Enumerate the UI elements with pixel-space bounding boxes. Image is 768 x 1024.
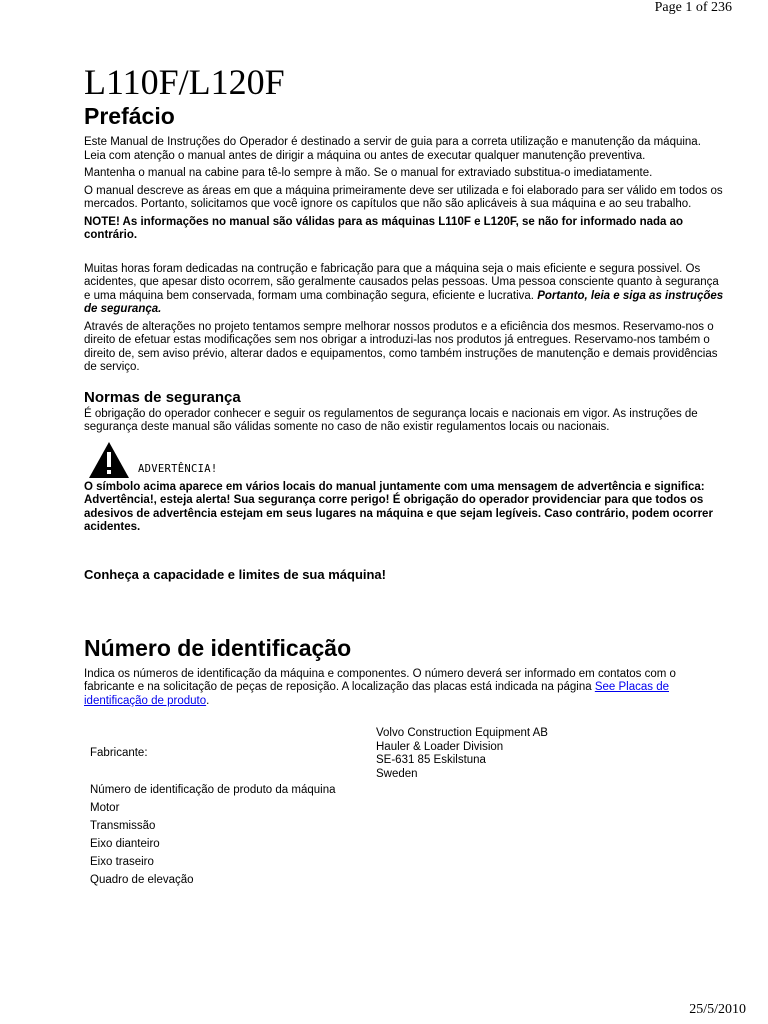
preface-paragraph-4 [84,263,724,317]
table-row [88,854,550,872]
ident-row-value [374,836,550,854]
preface-paragraph-1: Este Manual de Instruções do Operador é destinado a servir de guia para a correta utilização e manutenção da máquina. Leia com atenção o manual antes de dirigir a máquina ou antes de executar qualquer manutenção preventiva. [84,136,701,162]
preface-emphasis: Portanto, leia e siga as instruções de segurança. [84,289,724,315]
table-row [88,800,550,818]
ident-row-label: Número de identificação de produto da máquina [90,784,336,797]
preface-paragraph-3: O manual descreve as áreas em que a máquina primeiramente deve ser utilizada e foi elaborado para ser válido em todos os mercados. Portanto, solicitamos que você ignore os capítulos que não são aplicáveis à sua máquina e ao seu trabalho. [84,184,723,210]
preface-paragraph-5: Através de alterações no projeto tentamos sempre melhorar nossos produtos e a eficiência dos mesmos. Reservamo-nos o direito de efetuar estas modificações sem nos obrigar a introduzi-las nos produtos já entregues. Reservamo-nos também o direito de, sem aviso prévio, alterar dados e equipamentos, como também instruções de manutenção e demais providências de serviço. [84,320,718,373]
ident-row-label: Eixo traseiro [90,856,154,869]
ident-row-value [374,800,550,818]
ident-row-label: Motor [90,802,120,815]
ident-row-label: Eixo dianteiro [90,838,160,851]
model-title: L110F/L120F [84,62,285,102]
table-row [88,726,550,782]
warning-symbol [88,441,724,479]
ident-row-value [374,818,550,836]
table-row [88,836,550,854]
manufacturer-address [374,726,550,782]
identification-text: Indica os números de identificação da máquina e componentes. O número deverá ser informado em contatos com o fabricante e na solicitação de peças de reposição. A localização das placas está indicada na página [84,667,676,693]
warning-text-2: Advertência!, esteja alerta! Sua segurança corre perigo! É obrigação do operador providenciar para que todos os adesivos de advertência estejam em seus lugares na máquina e que sejam legíveis. Caso contrário, podem ocorrer acidentes. [84,494,713,533]
preface-paragraph-2: Mantenha o manual na cabine para tê-lo sempre à mão. Se o manual for extraviado substitua-o imediatamente. [84,167,653,179]
address-line: SE-631 85 Eskilstuna [376,754,486,766]
safety-heading: Normas de segurança [84,388,241,406]
ident-row-value [374,872,550,890]
ident-row-label: Transmissão [90,820,156,833]
identification-heading: Número de identificação [84,634,352,661]
document-body [84,62,724,890]
identification-table [88,726,550,890]
preface-note: NOTE! As informações no manual são válidas para as máquinas L110F e L120F, se não for informado nada ao contrário. [84,215,684,241]
address-line: Volvo Construction Equipment AB [376,727,548,739]
identification-period: . [206,694,210,707]
warning-text-1: O símbolo acima aparece em vários locais do manual juntamente com uma mensagem de advertência e significa: [84,480,705,493]
product-plates-link[interactable]: See Placas de identificação de produto [84,681,669,707]
preface-paragraph-4-text: Muitas horas foram dedicadas na contrução e fabricação para que a máquina seja o mais eficiente e segura possivel. Os acidentes, que apesar disto ocorrem, são geralmente causados pelas pessoas. Uma pessoa consciente quanto à segurança e uma máquina bem conservada, formam uma combinação segura, eficiente e lucrativa. [84,262,719,302]
capacity-notice: Conheça a capacidade e limites de sua máquina! [84,566,386,582]
preface-heading: Prefácio [84,103,175,129]
warning-triangle-icon [88,441,130,479]
print-date: 25/5/2010 [689,1002,746,1017]
address-line: Hauler & Loader Division [376,740,504,753]
table-row [88,872,550,890]
identification-paragraph [84,668,724,709]
manufacturer-label: Fabricante: [90,747,148,760]
address-line: Sweden [376,767,418,780]
ident-row-label: Quadro de elevação [90,874,194,887]
ident-row-value [374,854,550,872]
safety-paragraph: É obrigação do operador conhecer e seguir os regulamentos de segurança locais e nacionais em vigor. As instruções de segurança deste manual são válidas somente no caso de não existir regulamentos locais ou nacionais. [84,407,698,433]
ident-row-value [374,782,550,800]
table-row [88,782,550,800]
table-row [88,818,550,836]
page-number: Page 1 of 236 [654,0,732,15]
warning-label: ADVERTÊNCIA! [138,462,218,475]
